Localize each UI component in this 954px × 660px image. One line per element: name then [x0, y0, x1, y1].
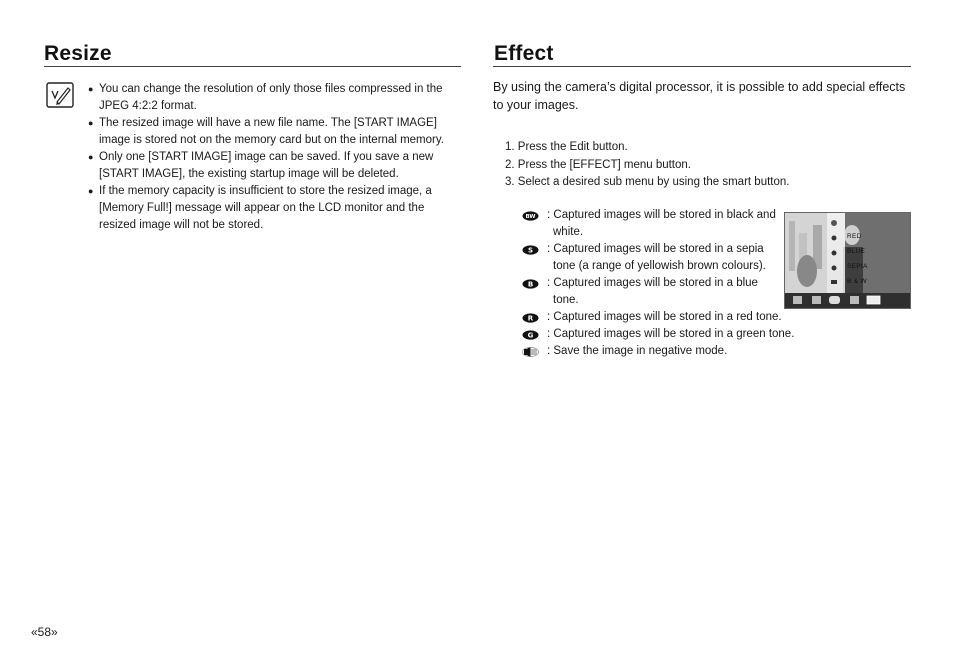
note-item — [88, 81, 463, 115]
bw-effect-icon — [522, 211, 539, 221]
effects-list — [522, 207, 802, 360]
note-pencil-icon — [46, 82, 74, 108]
lcd-scene-image — [785, 213, 910, 308]
note-text: If the memory capacity is insufficient to store the resized image, a [Memory Full!] message will appear on the LCD monitor and the resized image will not be stored. — [99, 185, 432, 231]
negative-effect-icon — [522, 347, 539, 357]
effect-label: : Captured images will be stored in a red tone. — [547, 311, 782, 323]
section-title-effect: Effect — [494, 42, 554, 65]
step-item: 1. Press the Edit button. — [505, 141, 628, 153]
effect-label: : Captured images will be stored in a sepia tone (a range of yellowish brown colours). — [547, 243, 766, 272]
bullet: ● — [88, 186, 94, 196]
effect-item-green — [522, 326, 802, 343]
svg-text:B: B — [527, 280, 534, 289]
title-underline-right — [493, 66, 911, 67]
bullet: ● — [88, 118, 94, 128]
title-underline-left — [44, 66, 461, 67]
bullet: ● — [88, 152, 94, 162]
svg-text:BW: BW — [525, 214, 536, 220]
lcd-menu-blue: BLUE — [847, 248, 866, 255]
effect-label: : Captured images will be stored in black and white. — [547, 209, 776, 238]
blue-effect-icon — [522, 279, 539, 289]
green-effect-icon — [522, 330, 539, 340]
lcd-menu-red: RED — [847, 233, 862, 240]
svg-text:S: S — [527, 246, 534, 255]
step-item: 3. Select a desired sub menu by using the smart button. — [505, 176, 790, 188]
camera-lcd-screenshot — [784, 212, 911, 309]
lcd-menu-bw: B & W — [847, 278, 867, 285]
effect-label: : Save the image in negative mode. — [547, 345, 728, 357]
section-title-resize: Resize — [44, 42, 112, 65]
effect-label: : Captured images will be stored in a green tone. — [547, 328, 795, 340]
note-text: Only one [START IMAGE] image can be saved. If you save a new [START IMAGE], the existing startup image will be deleted. — [99, 151, 434, 180]
svg-text:G: G — [527, 331, 534, 340]
bullet: ● — [88, 84, 94, 94]
lcd-menu-sepia: SEPIA — [847, 263, 868, 270]
step-item: 2. Press the [EFFECT] menu button. — [505, 158, 691, 171]
note-item — [88, 183, 463, 234]
notes-list — [88, 81, 463, 234]
steps-list — [505, 139, 885, 192]
sepia-effect-icon — [522, 245, 539, 255]
note-item — [88, 149, 463, 183]
effect-item-blue — [522, 275, 802, 309]
red-effect-icon — [522, 313, 539, 323]
svg-text:R: R — [527, 314, 534, 323]
note-text: You can change the resolution of only those files compressed in the JPEG 4:2:2 format. — [99, 83, 443, 112]
effect-item-red — [522, 309, 802, 326]
effect-item-sepia — [522, 241, 802, 275]
effect-intro-text: By using the camera’s digital processor, it is possible to add special effects to your images. — [493, 80, 906, 112]
effect-item-bw — [522, 207, 802, 241]
effect-item-negative — [522, 343, 802, 360]
page-number: «58» — [31, 625, 58, 639]
note-text: The resized image will have a new file name. The [START IMAGE] image is stored not on the memory card but on the internal memory. — [99, 117, 444, 146]
note-item — [88, 115, 463, 149]
effect-label: : Captured images will be stored in a blue tone. — [547, 277, 758, 306]
